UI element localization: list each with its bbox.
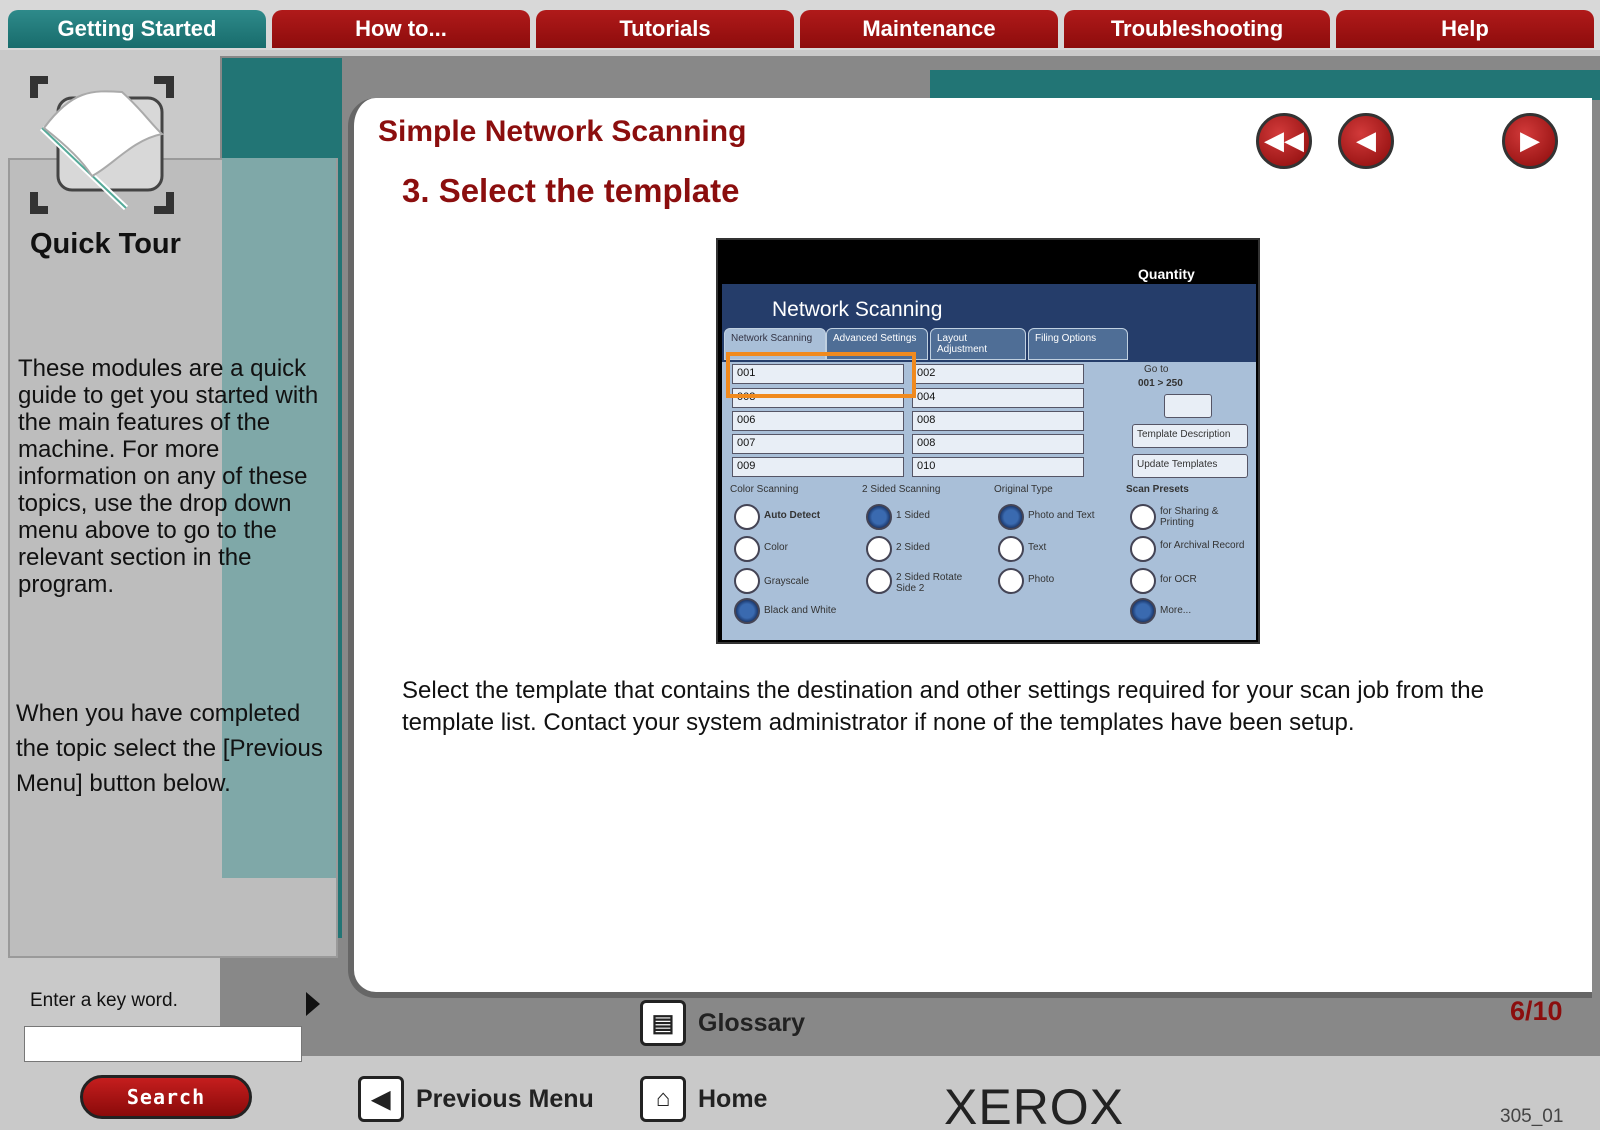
template-cell[interactable]: 003 xyxy=(732,388,904,408)
option-label: for Sharing & Printing xyxy=(1160,506,1219,528)
xerox-logo: XEROX xyxy=(944,1079,1125,1130)
template-description-button[interactable]: Template Description xyxy=(1132,424,1248,448)
tab-troubleshooting[interactable]: Troubleshooting xyxy=(1064,10,1330,48)
tab-tutorials[interactable]: Tutorials xyxy=(536,10,794,48)
goto-field[interactable] xyxy=(1164,394,1212,418)
frame-accent xyxy=(930,70,1600,100)
search-button[interactable]: Search xyxy=(80,1075,252,1119)
next-page-icon[interactable]: ▶ xyxy=(1502,113,1558,169)
page-counter: 6/10 xyxy=(1510,996,1563,1026)
radio-ocr[interactable] xyxy=(1130,568,1156,594)
radio-black-white[interactable] xyxy=(734,598,760,624)
radio-auto-detect[interactable] xyxy=(734,504,760,530)
device-tab-filing-options[interactable]: Filing Options xyxy=(1028,328,1128,360)
radio-grayscale[interactable] xyxy=(734,568,760,594)
radio-photo-text[interactable] xyxy=(998,504,1024,530)
option-label: for Archival Record xyxy=(1160,540,1245,551)
quick-tour-flag-icon xyxy=(22,70,182,220)
back-arrow-icon: ◀ xyxy=(358,1076,404,1122)
radio-archival-record[interactable] xyxy=(1130,536,1156,562)
scan-presets-label: Scan Presets xyxy=(1126,484,1189,495)
step-description: Select the template that contains the destination and other settings required for your scan job from the template list. Contact your system administrator if none of the templates have been setup. xyxy=(402,677,1484,736)
sidebar-title: Quick Tour xyxy=(30,228,181,260)
option-label: Photo xyxy=(1028,574,1055,585)
home-label: Home xyxy=(698,1084,768,1113)
device-screenshot xyxy=(716,238,1260,644)
option-label: 2 Sided Rotate Side 2 xyxy=(896,572,963,594)
home-link[interactable] xyxy=(640,1076,767,1122)
first-page-icon[interactable]: ◀◀ xyxy=(1256,113,1312,169)
option-label: Black and White xyxy=(764,605,837,616)
option-label: Text xyxy=(1028,542,1047,553)
glossary-link[interactable] xyxy=(640,1000,805,1046)
tab-how-to[interactable]: How to... xyxy=(272,10,530,48)
update-templates-button[interactable]: Update Templates xyxy=(1132,454,1248,478)
two-sided-label: 2 Sided Scanning xyxy=(862,484,941,495)
radio-text[interactable] xyxy=(998,536,1024,562)
previous-page-icon[interactable]: ◀ xyxy=(1338,113,1394,169)
search-arrow-icon[interactable] xyxy=(306,992,320,1016)
radio-2-sided-rotate[interactable] xyxy=(866,568,892,594)
home-icon: ⌂ xyxy=(640,1076,686,1122)
step-title: 3. Select the template xyxy=(402,172,740,209)
radio-1-sided[interactable] xyxy=(866,504,892,530)
search-input[interactable] xyxy=(24,1026,302,1062)
option-label: More... xyxy=(1160,605,1192,616)
template-cell[interactable]: 007 xyxy=(732,434,904,454)
radio-more[interactable] xyxy=(1130,598,1156,624)
goto-range: 001 > 250 xyxy=(1138,378,1183,389)
template-cell[interactable]: 008 xyxy=(912,434,1084,454)
template-cell[interactable]: 002 xyxy=(912,364,1084,384)
template-cell[interactable]: 009 xyxy=(732,457,904,477)
option-label: for OCR xyxy=(1160,574,1197,585)
radio-2-sided[interactable] xyxy=(866,536,892,562)
template-cell[interactable]: 010 xyxy=(912,457,1084,477)
original-type-label: Original Type xyxy=(994,484,1053,495)
goto-label: Go to xyxy=(1144,364,1169,375)
template-cell[interactable]: 001 xyxy=(732,364,904,384)
search-label: Enter a key word. xyxy=(30,990,178,1011)
glossary-label: Glossary xyxy=(698,1008,806,1037)
option-label: 1 Sided xyxy=(896,510,930,521)
device-tab-advanced-settings[interactable]: Advanced Settings xyxy=(826,328,928,360)
template-cell[interactable]: 008 xyxy=(912,411,1084,431)
page-code: 305_01 xyxy=(1500,1106,1564,1127)
option-label: Grayscale xyxy=(764,576,810,587)
sidebar-instructions: When you have completed the topic select the [Previous Menu] button below. xyxy=(16,700,323,797)
quantity-label: Quantity xyxy=(1138,266,1195,282)
option-label: Color xyxy=(764,542,788,553)
radio-photo[interactable] xyxy=(998,568,1024,594)
device-tab-layout-adjustment[interactable]: Layout Adjustment xyxy=(930,328,1026,360)
device-app-title: Network Scanning xyxy=(772,298,943,321)
sidebar-intro: These modules are a quick guide to get you started with the main features of the machine. For more information on any of these topics, use the drop down menu above to go to the relevant section in the program. xyxy=(18,355,319,598)
option-label: Auto Detect xyxy=(764,510,821,521)
template-cell[interactable]: 006 xyxy=(732,411,904,431)
option-label: 2 Sided xyxy=(896,542,930,553)
radio-sharing-printing[interactable] xyxy=(1130,504,1156,530)
color-scanning-label: Color Scanning xyxy=(730,484,799,495)
top-nav xyxy=(0,0,1600,50)
previous-menu-link[interactable] xyxy=(358,1076,594,1122)
template-cell[interactable]: 004 xyxy=(912,388,1084,408)
selected-template-highlight xyxy=(726,352,916,398)
device-tab-network-scanning[interactable]: Network Scanning xyxy=(724,328,826,360)
book-icon: ▤ xyxy=(640,1000,686,1046)
radio-color[interactable] xyxy=(734,536,760,562)
tab-getting-started[interactable]: Getting Started xyxy=(8,10,266,48)
tab-maintenance[interactable]: Maintenance xyxy=(800,10,1058,48)
option-label: Photo and Text xyxy=(1028,510,1095,521)
previous-menu-label: Previous Menu xyxy=(416,1084,594,1113)
page-title: Simple Network Scanning xyxy=(378,115,747,148)
tab-help[interactable]: Help xyxy=(1336,10,1594,48)
